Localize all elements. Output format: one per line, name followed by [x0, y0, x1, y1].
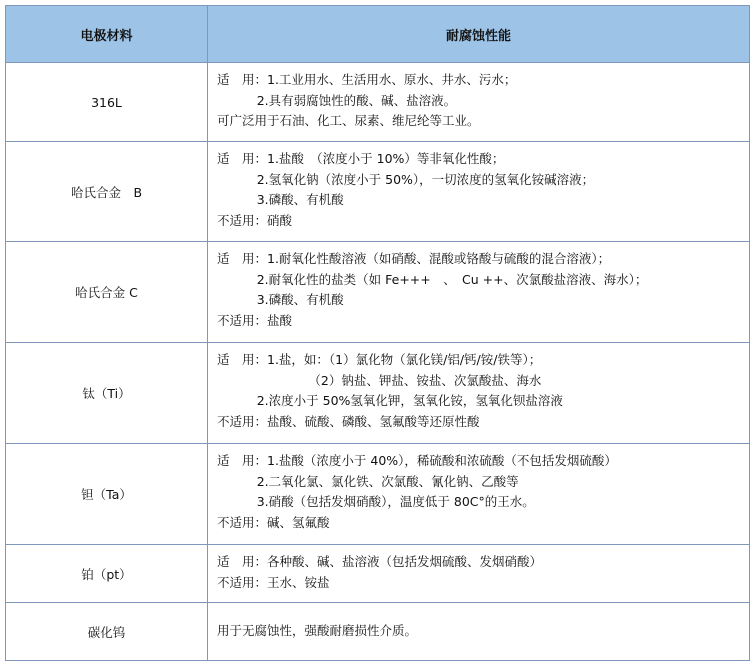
performance-cell: [208, 603, 750, 661]
performance-line: 不适用：盐酸、硫酸、磷酸、氢氟酸等还原性酸: [217, 413, 480, 429]
performance-cell: [208, 142, 750, 242]
performance-cell: [208, 545, 750, 603]
performance-line: 适 用：1.盐，如：（1）氯化物（氯化镁/铝/钙/铵/铁等）；: [217, 352, 542, 367]
table-row: [6, 545, 750, 603]
performance-line: 2.二氧化氯、氯化铁、次氯酸、氰化钠、乙酸等: [217, 473, 519, 489]
performance-line: 不适用：碱、氢氟酸: [217, 514, 330, 530]
performance-line: 2.浓度小于 50%氢氧化钾，氢氧化铵，氢氧化钡盐溶液: [217, 393, 563, 408]
performance-line: 3.磷酸、有机酸: [217, 192, 344, 207]
performance-line: 适 用：1.工业用水、生活用水、原水、井水、污水；: [217, 72, 517, 87]
performance-line: 不适用：硝酸: [217, 212, 293, 228]
performance-line: （2）钠盐、钾盐、铵盐、次氯酸盐、海水: [217, 372, 542, 388]
table-row: [6, 444, 750, 545]
performance-line: 3.硝酸（包括发烟硝酸），温度低于 80C°的王水。: [217, 494, 535, 509]
table-row: [6, 603, 750, 661]
performance-cell: [208, 63, 750, 142]
performance-line: 2.具有弱腐蚀性的酸、碱、盐溶液。: [217, 92, 457, 108]
table-row: [6, 63, 750, 142]
material-cell: 哈氏合金 C: [6, 242, 208, 343]
performance-line: 适 用：1.盐酸 （浓度小于 10%）等非氧化性酸；: [217, 151, 505, 166]
performance-cell: [208, 444, 750, 545]
performance-cell: [208, 242, 750, 343]
table-header-row: [6, 6, 750, 63]
performance-line: 可广泛用于石油、化工、尿素、维尼纶等工业。: [217, 113, 480, 128]
table-row: [6, 142, 750, 242]
performance-line: 用于无腐蚀性，强酸耐磨损性介质。: [217, 623, 418, 639]
material-cell: 哈氏合金 B: [6, 142, 208, 242]
header-electrode-material: 电极材料: [6, 6, 208, 63]
performance-line: 不适用：王水、铵盐: [217, 574, 330, 590]
table-row: [6, 343, 750, 444]
material-cell: 铂（pt）: [6, 545, 208, 603]
table-row: [6, 242, 750, 343]
performance-line: 3.磷酸、有机酸: [217, 292, 344, 307]
material-cell: 316L: [6, 63, 208, 142]
performance-line: 适 用：1.耐氧化性酸溶液（如硝酸、混酸或铬酸与硫酸的混合溶液）；: [217, 251, 611, 266]
performance-cell: [208, 343, 750, 444]
performance-line: 不适用：盐酸: [217, 312, 293, 328]
material-cell: 钽（Ta）: [6, 444, 208, 545]
performance-line: 2.氢氧化钠（浓度小于 50%），一切浓度的氢氧化铵碱溶液；: [217, 171, 595, 187]
performance-line: 适 用：1.盐酸（浓度小于 40%），稀硫酸和浓硫酸（不包括发烟硫酸）: [217, 453, 617, 468]
material-cell: 钛（Ti）: [6, 343, 208, 444]
corrosion-resistance-table: [5, 5, 750, 661]
performance-line: 适 用：各种酸、碱、盐溶液（包括发烟硫酸、发烟硝酸）: [217, 554, 543, 569]
material-cell: 碳化钨: [6, 603, 208, 661]
header-corrosion-performance: 耐腐蚀性能: [208, 6, 750, 63]
performance-line: 2.耐氧化性的盐类（如 Fe+++ 、 Cu ++、次氯酸盐溶液、海水）；: [217, 271, 648, 287]
